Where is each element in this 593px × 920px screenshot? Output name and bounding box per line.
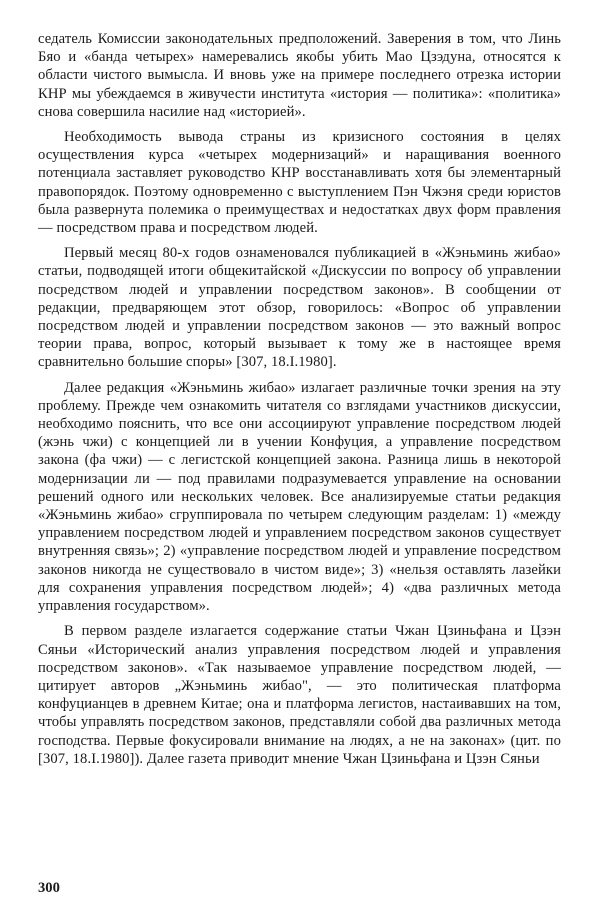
paragraph-5: В первом разделе излагается содержание статьи Чжан Цзиньфана и Цзэн Сяньи «Исторический анализ управления посредством людей и управления посредством законов». «Так называемое управление посредством людей, — цитирует авторов „Жэньминь жибао", — это политическая платформа конфуцианцев в древнем Китае; она и платформа легистов, настаивавших на том, чтобы управлять посредством законов, представляли собой два различных метода господства. Первые фокусировали внимание на людях, а не на законах» (цит. по [307, 18.I.1980]). Далее газета приводит мнение Чжан Цзиньфана и Цзэн Сяньи xyxy=(38,623,561,767)
paragraph-4: Далее редакция «Жэньминь жибао» излагает различные точки зрения на эту проблему. Прежде чем ознакомить читателя со взглядами участников дискуссии, необходимо пояснить, что все они ассоциируют управление посредством людей (жэнь чжи) с концепцией ли в учении Конфуция, а управление посредством закона (фа чжи) — с легистской концепцией закона. Разница лишь в некоторой модернизации ли — под правилами подразумевается управление на основании решений одного или нескольких человек. Все анализируемые статьи редакция «Жэньминь жибао» сгруппировала по четырем следующим разделам: 1) «между управлением посредством людей и управлением посредством законов существует внутренняя связь»; 2) «управление посредством людей и управление посредством законов никогда не существовало в чистом виде»; 3) «нельзя оставлять лазейки для сохранения управления посредством людей»; 4) «два различных метода управления государством». xyxy=(38,379,561,615)
paragraph-2: Необходимость вывода страны из кризисного состояния в целях осуществления курса «четырех модернизаций» и наращивания военного потенциала заставляет руководство КНР восстанавливать хотя бы элементарный правопорядок. Поэтому одновременно с выступлением Пэн Чжэня среди юристов была развернута полемика о преимуществах и недостатках двух форм правления — посредством права и посредством людей. xyxy=(38,129,561,237)
page-number: 300 xyxy=(38,880,60,896)
paragraph-1: седатель Комиссии законодательных предположений. Заверения в том, что Линь Бяо и «банда четырех» намеревались якобы убить Мао Цзэдуна, относятся к области чистого вымысла. И вновь уже на примере последнего отрезка истории КНР мы убеждаемся в живучести института «история — политика»: «политика» снова совершила насилие над «историей». xyxy=(38,31,561,120)
paragraph-3: Первый месяц 80-х годов ознаменовался публикацией в «Жэньминь жибао» статьи, подводящей итоги общекитайской «Дискуссии по вопросу об управлении посредством людей и управлении посредством законов». В сообщении от редакции, предваряющем этот обзор, говорилось: «Вопрос об управлении посредством людей и управлении посредством законов — это важный вопрос теории права, вопрос, который вызывает к тому же в настоящее время сравнительно большие споры» [307, 18.I.1980]. xyxy=(38,245,561,371)
